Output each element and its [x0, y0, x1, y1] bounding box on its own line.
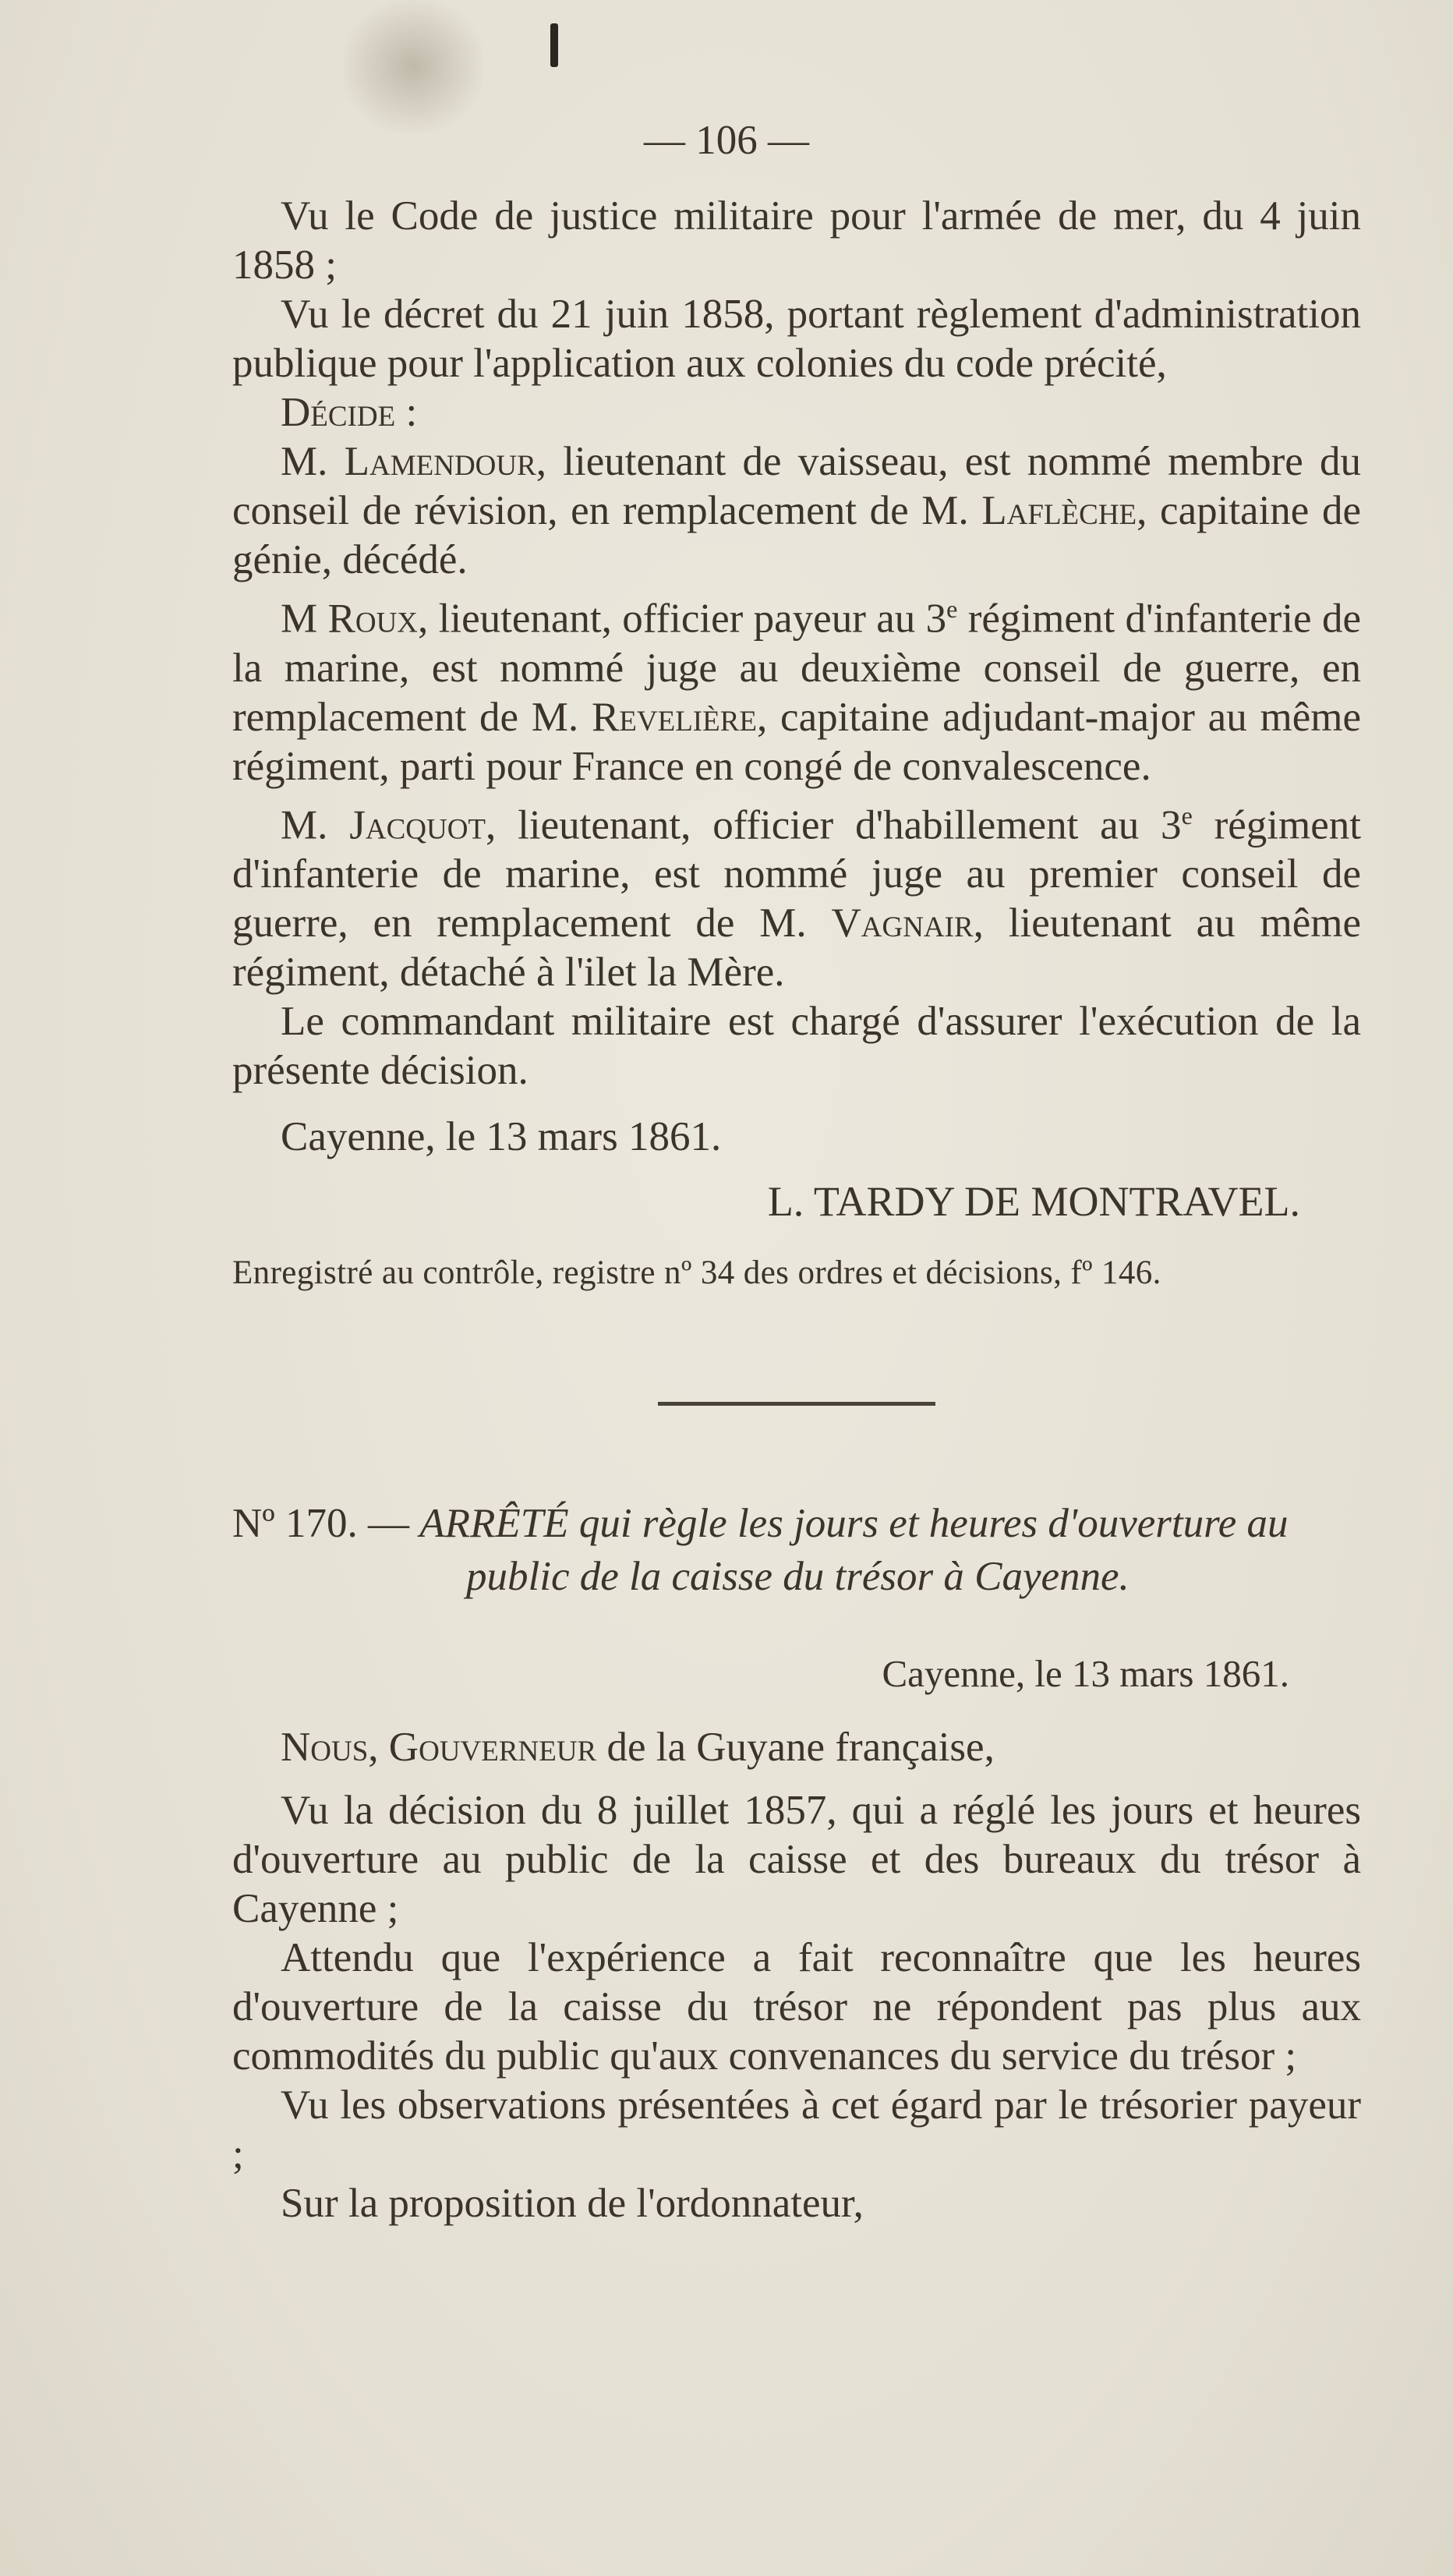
person-name: Roux — [327, 596, 419, 642]
person-name: Vagnair — [831, 901, 974, 947]
paragraph: Sur la proposition de l'ordonnateur, — [281, 2181, 864, 2226]
paragraph: Vu le Code de justice militaire pour l'armée de mer, du 4 juin 1858 ; — [232, 193, 1361, 288]
signature: L. TARDY DE MONTRAVEL. — [767, 1178, 1300, 1226]
person-name: Laflèche — [981, 488, 1137, 533]
paragraph: Vu les observations présentées à cet égard par le trésorier payeur ; — [232, 2082, 1361, 2177]
arrete-title-line2: public de la caisse du trésor à Cayenne. — [466, 1554, 1130, 1599]
arrete-title-line1: ARRÊTÉ qui règle les jours et heures d'ouverture au — [419, 1501, 1289, 1546]
page-number: — 106 — — [644, 118, 809, 163]
paragraph: Vu la décision du 8 juillet 1857, qui a réglé les jours et heures d'ouverture au public de la caisse et des bureaux du trésor à Cayenne ; — [232, 1788, 1361, 1931]
registration-note: Enregistré au contrôle, registre nº 34 des ordres et décisions, fº 146. — [232, 1254, 1161, 1292]
arrete-heading — [232, 1497, 1361, 1603]
paragraph: M Roux, lieutenant, officier payeur au 3e régiment d'infanterie de la marine, est nommé juge au deuxième conseil de guerre, en remplacement de M. Revelière, capitaine adjudant-major au même régiment, parti pour France en congé de convalescence. — [232, 595, 1361, 789]
ink-stain — [343, 0, 483, 133]
decide-heading: Décide : — [281, 390, 418, 435]
separator-rule — [658, 1402, 935, 1406]
paragraph: M. Jacquot, lieutenant, officier d'habillement au 3e régiment d'infanterie de marine, est nommé juge au premier conseil de guerre, en remplacement de M. Vagnair, lieutenant au même régiment, détaché à l'ilet la Mère. — [232, 801, 1361, 996]
person-name: Jacquot — [349, 802, 486, 848]
ink-mark — [550, 23, 558, 67]
arrete-intro: Nous, Gouverneur de la Guyane française, — [281, 1725, 995, 1770]
paragraph: Vu le décret du 21 juin 1858, portant règlement d'administration publique pour l'application aux colonies du code précité, — [232, 292, 1361, 386]
person-name: Lamendour — [344, 439, 536, 484]
arrete-dateline: Cayenne, le 13 mars 1861. — [882, 1652, 1289, 1695]
paragraph: Le commandant militaire est chargé d'assurer l'exécution de la présente décision. — [232, 999, 1361, 1094]
paragraph: M. Lamendour, lieutenant de vaisseau, est nommé membre du conseil de révision, en remplacement de M. Laflèche, capitaine de génie, décédé. — [232, 439, 1361, 582]
person-name: Revelière — [591, 694, 758, 740]
decision-text — [232, 192, 1361, 1297]
paragraph: Attendu que l'expérience a fait reconnaître que les heures d'ouverture de la caisse du trésor ne répondent pas plus aux commodités du public qu'aux convenances du service du trésor ; — [232, 1935, 1361, 2079]
arrete-text — [232, 1723, 1361, 2228]
arrete-number: Nº 170. — — [232, 1501, 420, 1546]
place-date: Cayenne, le 13 mars 1861. — [281, 1114, 722, 1160]
